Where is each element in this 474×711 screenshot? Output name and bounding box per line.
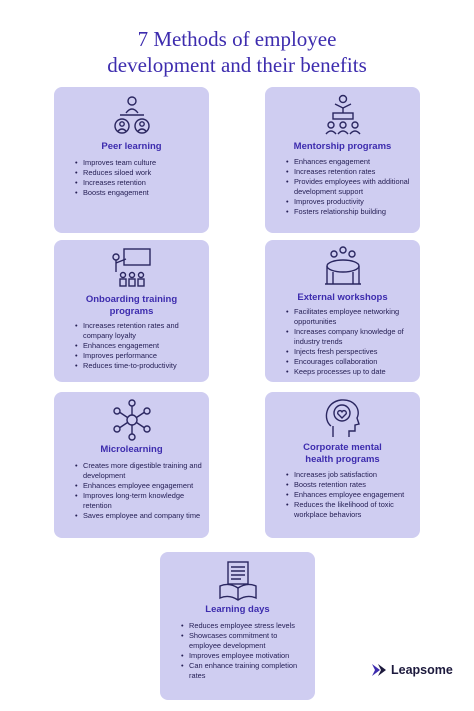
bullet-item: • Enhances employee engagement [294,490,416,500]
bullet-item: • Encourages collaboration [294,357,416,367]
card-title: External workshops [297,292,388,303]
workshop-icon [265,244,420,288]
mentorship-icon [265,93,420,137]
card-title: Onboarding training programs [85,294,178,317]
card-learning-days [160,552,315,700]
bullet-item: • Increases retention rates and company loyalty [83,321,205,341]
bullet-item: • Fosters relationship building [294,207,416,217]
bullet-item: • Improves long-term knowledge retention [83,491,205,511]
bullet-item: • Improves productivity [294,197,416,207]
bullet-item: • Enhances employee engagement [83,481,205,491]
card-onboarding-training [54,240,209,382]
card-external-workshops [265,240,420,382]
bullet-list [71,461,205,521]
bullet-item: • Improves employee motivation [189,651,311,661]
leapsome-logo-icon [371,663,387,677]
card-mental-health [265,392,420,538]
bullet-item: • Enhances engagement [83,341,205,351]
card-title: Microlearning [100,444,163,455]
bullet-list [177,621,311,681]
bullet-item: • Improves team culture [83,158,205,168]
card-title: Mentorship programs [293,141,392,152]
peer-learning-icon [54,93,209,137]
title-line-2: development and their benefits [107,53,367,77]
presentation-icon [54,245,209,289]
bullet-list [71,321,205,371]
bullet-list [282,307,416,377]
bullet-item: • Enhances engagement [294,157,416,167]
bullet-item: • Keeps processes up to date [294,367,416,377]
bullet-item: • Reduces employee stress levels [189,621,311,631]
bullet-item: • Boosts retention rates [294,480,416,490]
card-title: Learning days [205,604,270,615]
title-line-1: 7 Methods of employee [137,27,337,51]
mental-health-icon [265,396,420,440]
bullet-item: • Increases retention [83,178,205,188]
network-icon [54,398,209,442]
bullet-item: • Can enhance training completion rates [189,661,311,681]
bullet-item: • Increases job satisfaction [294,470,416,480]
card-title: Corporate mental health programs [303,442,382,465]
bullet-item: • Reduces the likelihood of toxic workplace behaviors [294,500,416,520]
bullet-item: • Facilitates employee networking opportunities [294,307,416,327]
book-icon [160,558,315,602]
bullet-item: • Boosts engagement [83,188,205,198]
bullet-list [282,157,416,217]
bullet-item: • Showcases commitment to employee development [189,631,311,651]
bullet-item: • Reduces siloed work [83,168,205,178]
bullet-item: • Improves performance [83,351,205,361]
bullet-item: • Increases company knowledge of industry trends [294,327,416,347]
card-microlearning [54,392,209,538]
card-peer-learning [54,87,209,233]
card-mentorship-programs [265,87,420,233]
bullet-item: • Saves employee and company time [83,511,205,521]
brand-name: Leapsome [391,663,453,677]
bullet-item: • Injects fresh perspectives [294,347,416,357]
bullet-list [71,158,205,198]
bullet-item: • Reduces time-to-productivity [83,361,205,371]
bullet-item: • Creates more digestible training and development [83,461,205,481]
bullet-item: • Provides employees with additional development support [294,177,416,197]
bullet-list [282,470,416,520]
page-title [0,26,474,78]
card-title: Peer learning [101,141,162,152]
bullet-item: • Increases retention rates [294,167,416,177]
brand-logo [371,663,453,677]
